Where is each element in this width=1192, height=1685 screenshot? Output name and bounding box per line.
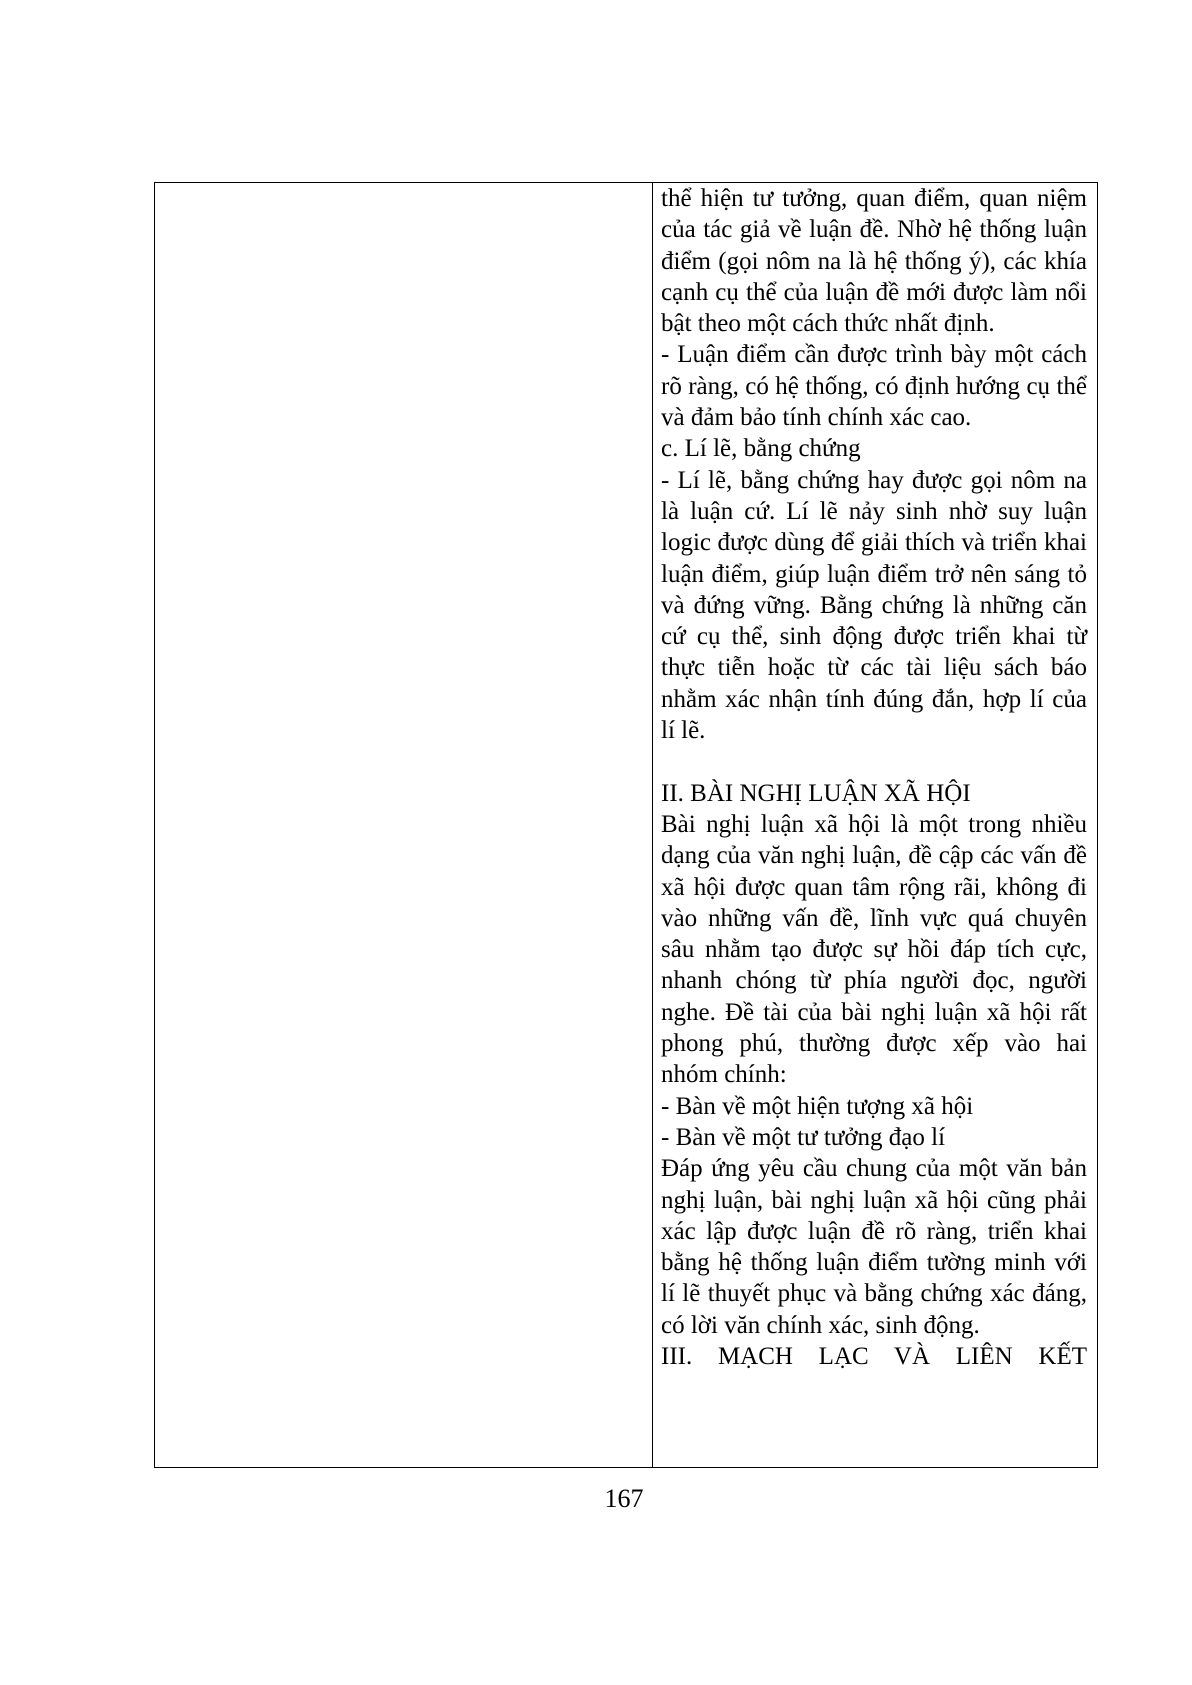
page-number: 167 [604,1484,644,1513]
cell-content [653,183,1097,1467]
subheading-li-le-bang-chung: c. Lí lẽ, bằng chứng [661,435,861,463]
paragraph-nghi-luan-xa-hoi-intro: Bài nghị luận xã hội là một trong nhiều dạng của văn nghị luận, đề cập các vấn đề xã hội được quan tâm rộng rãi, không đi vào những vấn đề, lĩnh vực quá chuyên sâu nhằm tạo được sự hồi đáp tích cực, nhanh chóng từ phía người đọc, người nghe. Đề tài của bài nghị luận xã hội rất phong phú, thường được xếp vào hai nhóm chính: [661,810,1087,1089]
list-item-tu-tuong: - Bàn về một tư tưởng đạo lí [661,1123,946,1151]
right-column-cell [653,183,1098,1468]
content-table [154,182,1098,1468]
list-item-hien-tuong: - Bàn về một hiện tượng xã hội [661,1092,974,1120]
section-heading-mach-lac: III. MẠCH LẠC VÀ LIÊN KẾT [661,1342,1087,1370]
paragraph-luan-diem-requirement: - Luận điểm cần được trình bày một cách rõ ràng, có hệ thống, có định hướng cụ thể và đảm bảo tính chính xác cao. [661,341,1087,432]
left-column-cell [155,183,653,1468]
paragraph-yeu-cau-chung: Đáp ứng yêu cầu chung của một văn bản nghị luận, bài nghị luận xã hội cũng phải xác lập được luận đề rõ ràng, triển khai bằng hệ thống luận điểm tường minh với lí lẽ thuyết phục và bằng chứng xác đáng, có lời văn chính xác, sinh động. [661,1155,1087,1339]
paragraph-luan-diem-definition: thể hiện tư tưởng, quan điểm, quan niệm của tác giả về luận đề. Nhờ hệ thống luận điểm (gọi nôm na là hệ thống ý), các khía cạnh cụ thể của luận đề mới được làm nổi bật theo một cách thức nhất định. [661,185,1087,338]
paragraph-li-le-bang-chung: - Lí lẽ, bằng chứng hay được gọi nôm na là luận cứ. Lí lẽ nảy sinh nhờ suy luận logic được dùng để giải thích và triển khai luận điểm, giúp luận điểm trở nên sáng tỏ và đứng vững. Bằng chứng là những căn cứ cụ thể, sinh động được triển khai từ thực tiễn hoặc từ các tài liệu sách báo nhằm xác nhận tính đúng đắn, hợp lí của lí lẽ. [661,466,1087,745]
section-heading-nghi-luan-xa-hoi: II. BÀI NGHỊ LUẬN XÃ HỘI [661,779,971,807]
table-row [155,183,1098,1468]
paragraph-spacer [661,746,1087,777]
